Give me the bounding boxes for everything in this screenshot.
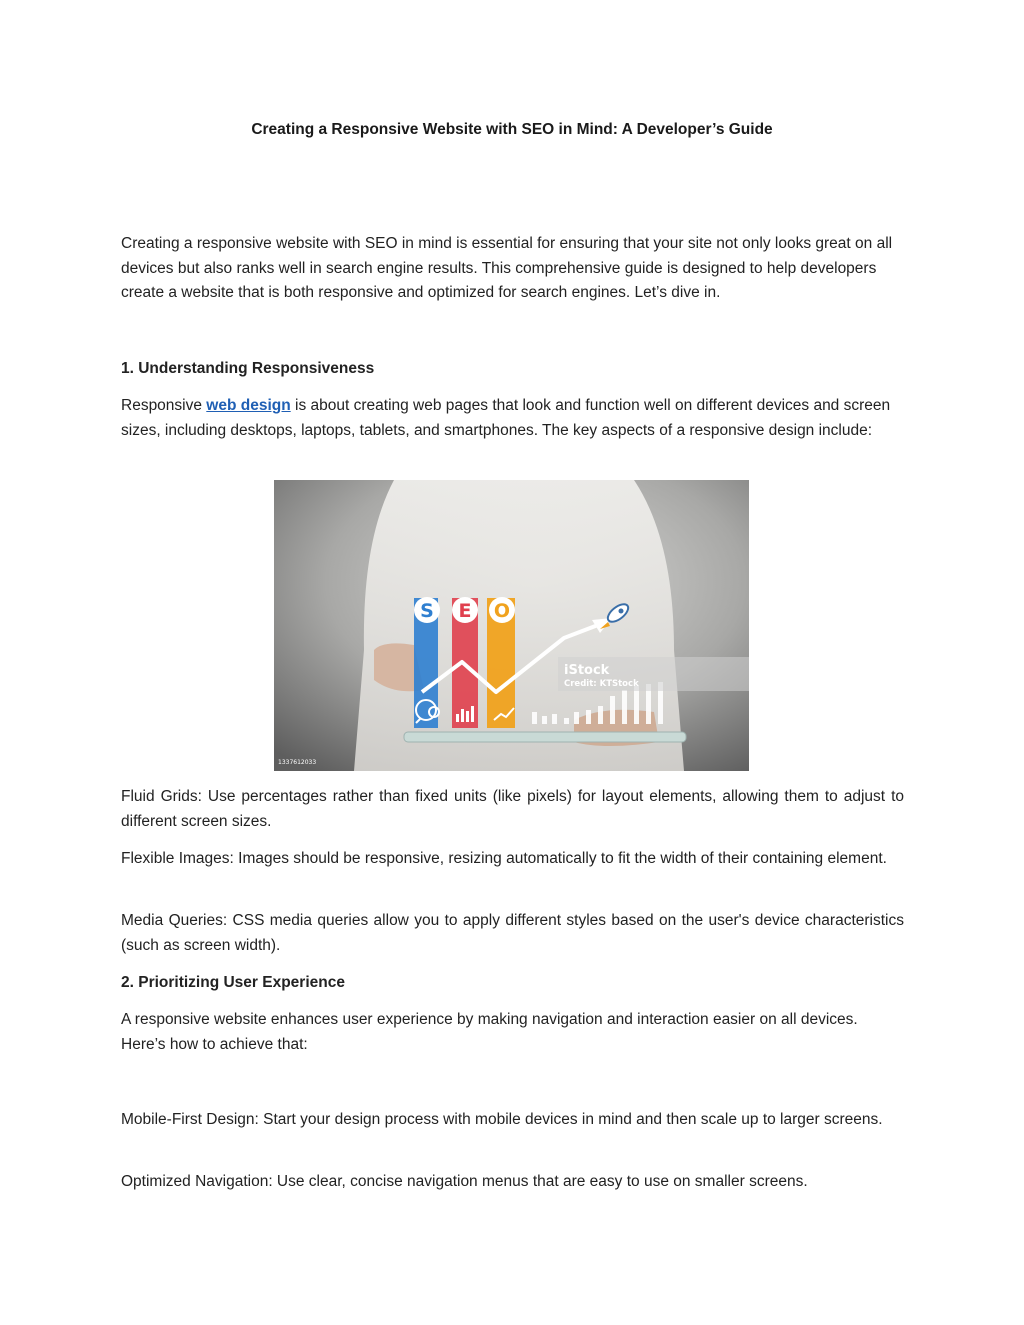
section2-paragraph: A responsive website enhances user experience by making navigation and interaction easier on all devices. Here’s how to achieve that:: [121, 1011, 858, 1053]
document-title: Creating a Responsive Website with SEO in Mind: A Developer’s Guide: [251, 121, 773, 138]
watermark-brand: iStock: [564, 663, 610, 678]
letter-s: S: [420, 600, 434, 622]
section1-prefix: Responsive: [121, 397, 207, 414]
section1-suffix: is about creating web pages that look and function well on different devices and screen sizes, including desktops, laptops, tablets, and smartphones. The key aspects of a responsive design include:: [121, 397, 891, 439]
letter-o: O: [493, 600, 511, 622]
stock-id: 1337612033: [278, 759, 317, 766]
bullet-media-queries: Media Queries: CSS media queries allow you to apply different styles based on the user's device characteristics (such as screen width).: [121, 912, 904, 954]
intro-paragraph: Creating a responsive website with SEO in mind is essential for ensuring that your site not only looks great on all devices but also ranks well in search engine results. This comprehensive guide is designed to help developers create a website that is both responsive and optimized for search engines. Let’s dive in.: [121, 235, 893, 301]
bullet-fluid-grids: Fluid Grids: Use percentages rather than fixed units (like pixels) for layout elements, allowing them to adjust to different screen sizes.: [121, 788, 904, 830]
letter-e: E: [458, 600, 472, 622]
bullet-optimized-navigation: Optimized Navigation: Use clear, concise navigation menus that are easy to use on smaller screens.: [121, 1173, 808, 1190]
web-design-link[interactable]: web design: [206, 397, 291, 414]
section2-heading: 2. Prioritizing User Experience: [121, 974, 345, 991]
seo-hero-image: [274, 480, 749, 771]
bullet-flexible-images: Flexible Images: Images should be responsive, resizing automatically to fit the width of their containing element.: [121, 850, 887, 867]
watermark-credit: Credit: KTStock: [564, 679, 639, 689]
section1-paragraph: [121, 394, 904, 443]
bullet-mobile-first: Mobile-First Design: Start your design process with mobile devices in mind and then scale up to larger screens.: [121, 1111, 883, 1128]
section1-heading: 1. Understanding Responsiveness: [121, 360, 375, 377]
